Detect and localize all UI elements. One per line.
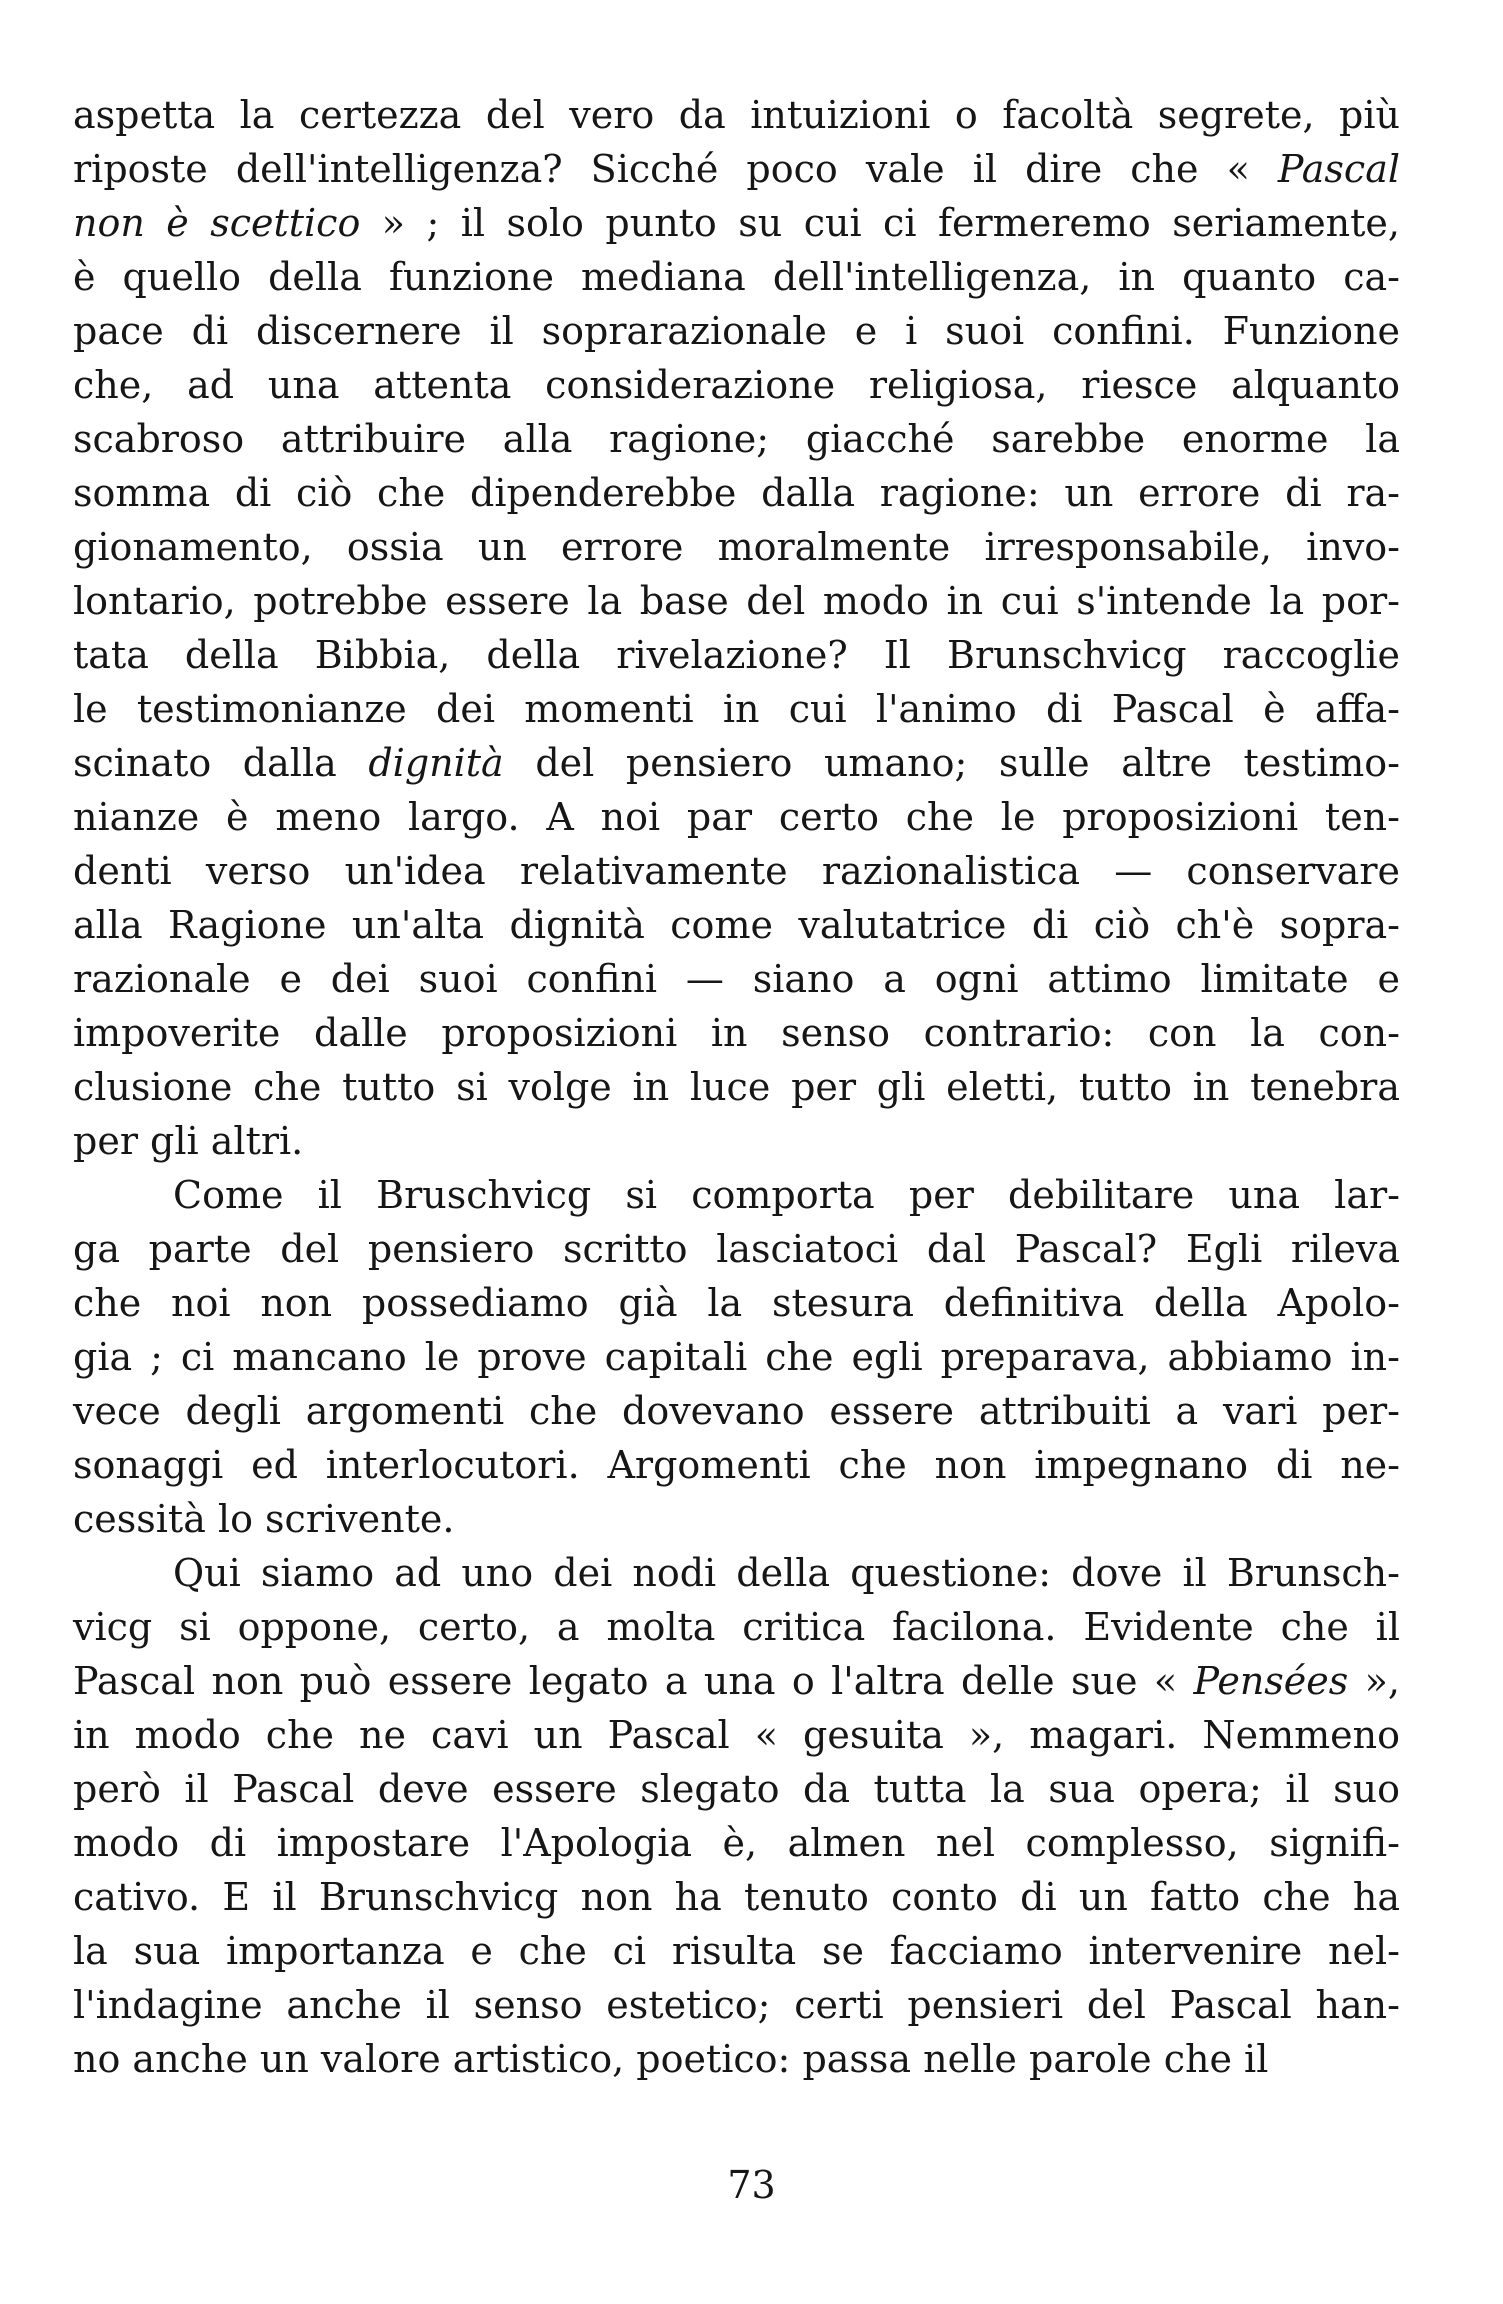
text-line (73, 1654, 1400, 1708)
text-line (73, 952, 1400, 1006)
text-run: pace di discernere il soprarazionale e i suoi confini. Funzione (73, 309, 1400, 353)
text-run: riposte dell'intelligenza? Sicché poco vale il dire che « (73, 147, 1278, 191)
text-line (73, 574, 1400, 628)
text-line (73, 1600, 1400, 1654)
text-run: clusione che tutto si volge in luce per gli eletti, tutto in tenebra (73, 1065, 1400, 1109)
text-run: però il Pascal deve essere slegato da tutta la sua opera; il suo (73, 1767, 1400, 1811)
text-run: scinato dalla (73, 741, 369, 785)
text-run: somma di ciò che dipenderebbe dalla ragione: un errore di ra- (73, 471, 1400, 515)
text-run: che, ad una attenta considerazione religiosa, riesce alquanto (73, 363, 1400, 407)
text-line (73, 1006, 1400, 1060)
text-run: razionale e dei suoi confini — siano a ogni attimo limitate e (73, 957, 1400, 1001)
text-line (73, 736, 1400, 790)
text-run: scabroso attribuire alla ragione; giacché sarebbe enorme la (73, 417, 1400, 461)
text-line (73, 1492, 1400, 1546)
text-run: nianze è meno largo. A noi par certo che le proposizioni ten- (73, 795, 1400, 839)
text-run: sonaggi ed interlocutori. Argomenti che non impegnano di ne- (73, 1443, 1400, 1487)
text-line (73, 1816, 1400, 1870)
text-line (73, 304, 1400, 358)
text-run: che noi non possediamo già la stesura definitiva della Apolo- (73, 1281, 1400, 1325)
text-line (73, 628, 1400, 682)
text-run: » ; il solo punto su cui ci fermeremo seriamente, (360, 201, 1400, 245)
text-run: vece degli argomenti che dovevano essere attribuiti a vari per- (73, 1389, 1400, 1433)
text-line (73, 88, 1400, 142)
text-line (73, 1870, 1400, 1924)
text-run: no anche un valore artistico, poetico: passa nelle parole che il (73, 2037, 1269, 2081)
text-line (73, 1330, 1400, 1384)
text-line (73, 1222, 1400, 1276)
italic-text: Pascal (1277, 147, 1400, 191)
text-line (73, 1168, 1400, 1222)
text-line (73, 1276, 1400, 1330)
text-run: le testimonianze dei momenti in cui l'animo di Pascal è affa- (73, 687, 1400, 731)
text-run: la sua importanza e che ci risulta se facciamo intervenire nel- (73, 1929, 1400, 1973)
text-run: denti verso un'idea relativamente razionalistica — conservare (73, 849, 1400, 893)
text-run: Pascal non può essere legato a una o l'altra delle sue « (73, 1659, 1194, 1703)
text-line (73, 466, 1400, 520)
text-run: vicg si oppone, certo, a molta critica facilona. Evidente che il (73, 1605, 1400, 1649)
text-run: cativo. E il Brunschvicg non ha tenuto conto di un fatto che ha (73, 1875, 1400, 1919)
text-line (73, 1924, 1400, 1978)
text-run: impoverite dalle proposizioni in senso contrario: con la con- (73, 1011, 1400, 1055)
text-run: del pensiero umano; sulle altre testimo- (503, 741, 1400, 785)
text-line (73, 412, 1400, 466)
text-run: in modo che ne cavi un Pascal « gesuita », magari. Nemmeno (73, 1713, 1400, 1757)
text-line (73, 196, 1400, 250)
text-line (73, 1978, 1400, 2032)
text-line (73, 520, 1400, 574)
text-run: Qui siamo ad uno dei nodi della questione: dove il Brunsch- (173, 1551, 1400, 1595)
text-run: gia ; ci mancano le prove capitali che egli preparava, abbiamo in- (73, 1335, 1400, 1379)
text-line (73, 682, 1400, 736)
italic-text: dignità (368, 741, 504, 785)
text-line (73, 1114, 1400, 1168)
text-line (73, 250, 1400, 304)
text-run: l'indagine anche il senso estetico; certi pensieri del Pascal han- (73, 1983, 1400, 2027)
text-line (73, 1708, 1400, 1762)
text-run: aspetta la certezza del vero da intuizioni o facoltà segrete, più (73, 93, 1400, 137)
body-text (73, 88, 1400, 2086)
italic-text: non è scettico (73, 201, 361, 245)
text-run: Come il Bruschvicg si comporta per debilitare una lar- (173, 1173, 1400, 1217)
text-run: è quello della funzione mediana dell'intelligenza, in quanto ca- (73, 255, 1400, 299)
text-run: lontario, potrebbe essere la base del modo in cui s'intende la por- (73, 579, 1400, 623)
text-line (73, 358, 1400, 412)
text-line (73, 1546, 1400, 1600)
page-number: 73 (727, 2163, 776, 2207)
text-line (73, 142, 1400, 196)
text-line (73, 1762, 1400, 1816)
text-run: ga parte del pensiero scritto lasciatoci dal Pascal? Egli rileva (73, 1227, 1400, 1271)
text-line (73, 790, 1400, 844)
text-line (73, 2032, 1400, 2086)
text-line (73, 898, 1400, 952)
text-run: alla Ragione un'alta dignità come valutatrice di ciò ch'è sopra- (73, 903, 1400, 947)
italic-text: Pensées (1193, 1659, 1349, 1703)
text-line (73, 1438, 1400, 1492)
text-line (73, 844, 1400, 898)
text-line (73, 1384, 1400, 1438)
text-run: per gli altri. (73, 1119, 304, 1163)
text-run: gionamento, ossia un errore moralmente irresponsabile, invo- (73, 525, 1400, 569)
text-run: cessità lo scrivente. (73, 1497, 455, 1541)
text-run: modo di impostare l'Apologia è, almen nel complesso, signifi- (73, 1821, 1400, 1865)
text-line (73, 1060, 1400, 1114)
text-run: », (1348, 1659, 1400, 1703)
text-run: tata della Bibbia, della rivelazione? Il Brunschvicg raccoglie (73, 633, 1400, 677)
